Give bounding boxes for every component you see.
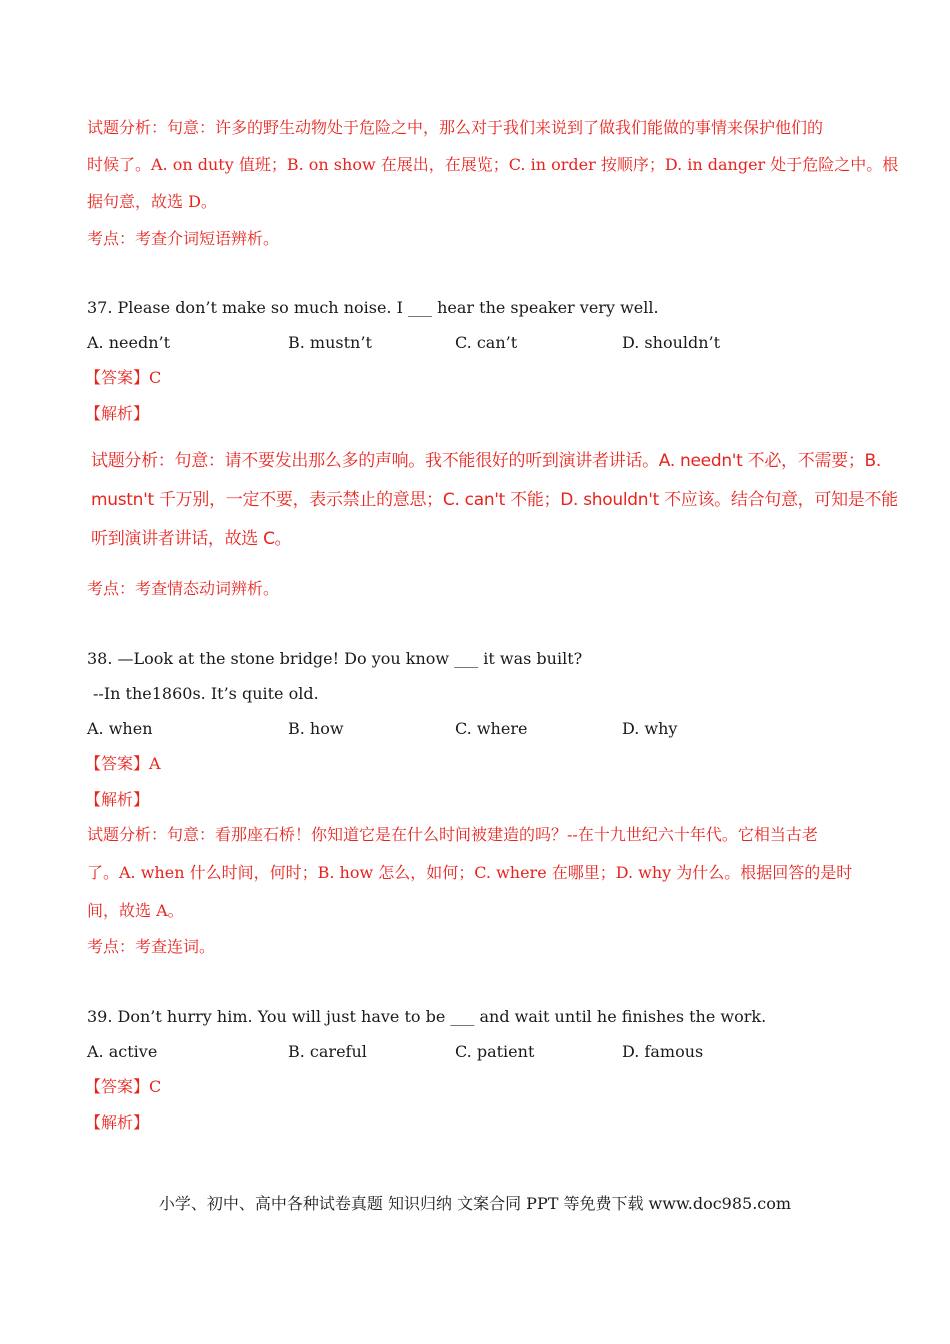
- q36-analysis-line1: 试题分析：句意：许多的野生动物处于危险之中，那么对于我们来说到了做我们能做的事情来保护他们的: [87, 118, 824, 137]
- q38-analysis-line3: 间，故选 A。: [87, 901, 184, 920]
- q37-option-d: D. shouldn’t: [622, 333, 721, 352]
- q38-analysis-line1: 试题分析：句意：看那座石桥！你知道它是在什么时间被建造的吗？--在十九世纪六十年代。它相当古老: [87, 825, 818, 844]
- q38-option-b: B. how: [288, 719, 344, 738]
- q39-option-d: D. famous: [622, 1042, 704, 1061]
- q37-option-c: C. can’t: [455, 333, 518, 352]
- q36-analysis-line3: 据句意，故选 D。: [87, 192, 217, 211]
- q39-analysis-label: 【解析】: [85, 1113, 150, 1132]
- q37-stem: 37. Please don’t make so much noise. I ___ hear the speaker very well.: [87, 298, 659, 317]
- q38-option-d: D. why: [622, 719, 678, 738]
- q38-analysis-label: 【解析】: [85, 790, 150, 809]
- q36-analysis-line2: 时候了。A. on duty 值班；B. on show 在展出，在展览；C. in order 按顺序；D. in danger 处于危险之中。根: [87, 155, 899, 174]
- q37-answer: 【答案】C: [85, 368, 162, 387]
- q38-knowledge-point: 考点：考查连词。: [87, 937, 216, 956]
- q39-answer: 【答案】C: [85, 1077, 162, 1096]
- q37-knowledge-point: 考点：考查情态动词辨析。: [87, 579, 280, 598]
- q38-stem: 38. —Look at the stone bridge! Do you know ___ it was built?: [87, 649, 583, 668]
- q39-stem: 39. Don’t hurry him. You will just have to be ___ and wait until he finishes the work.: [87, 1007, 767, 1026]
- page-footer: 小学、初中、高中各种试卷真题 知识归纳 文案合同 PPT 等免费下载 www.doc985.com: [158, 1194, 792, 1213]
- q39-option-c: C. patient: [455, 1042, 535, 1061]
- q38-answer: 【答案】A: [85, 754, 161, 773]
- q37-analysis-label: 【解析】: [85, 404, 150, 423]
- q38-option-a: A. when: [87, 719, 153, 738]
- q37-analysis-line1: 试题分析：句意：请不要发出那么多的声响。我不能很好的听到演讲者讲话。A. needn't 不必，不需要；B.: [91, 451, 882, 471]
- q37-option-a: A. needn’t: [87, 333, 171, 352]
- q37-analysis-line3: 听到演讲者讲话，故选 C。: [91, 529, 292, 549]
- q37-option-b: B. mustn’t: [288, 333, 372, 352]
- q38-reply: --In the1860s. It’s quite old.: [93, 684, 319, 703]
- q38-analysis-line2: 了。A. when 什么时间，何时；B. how 怎么，如何；C. where 在哪里；D. why 为什么。根据回答的是时: [87, 863, 853, 882]
- q39-option-a: A. active: [87, 1042, 158, 1061]
- q38-option-c: C. where: [455, 719, 528, 738]
- q39-option-b: B. careful: [288, 1042, 367, 1061]
- q37-analysis-line2: mustn't 千万别，一定不要，表示禁止的意思；C. can't 不能；D. shouldn't 不应该。结合句意，可知是不能: [91, 490, 898, 510]
- q36-knowledge-point: 考点：考查介词短语辨析。: [87, 229, 280, 248]
- q37-analysis-image-text: [88, 440, 898, 552]
